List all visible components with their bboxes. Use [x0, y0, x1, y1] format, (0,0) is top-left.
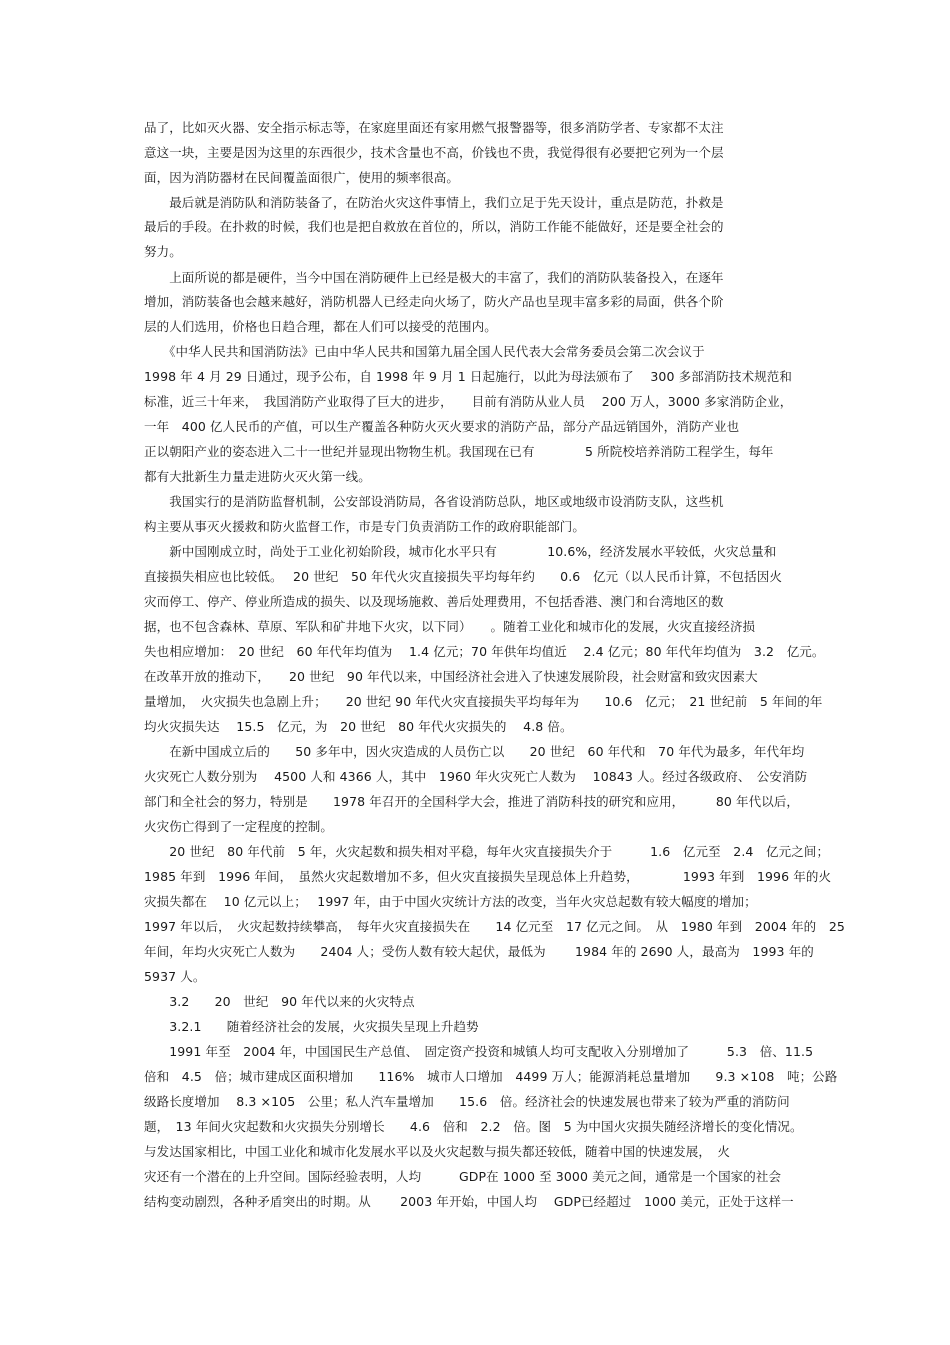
text-line: 意这一块，主要是因为这里的东西很少，技术含量也不高，价钱也不贵，我觉得很有必要把它列为一个层 [144, 145, 724, 160]
text-line: 年间，年均火灾死亡人数为 2404 人；受伤人数有较大起伏，最低为 1984 年的 2690 人，最高为 1993 年的 [144, 944, 814, 959]
text-line: 增加，消防装备也会越来越好，消防机器人已经走向火场了，防火产品也呈现丰富多彩的局面，供各个阶 [144, 294, 724, 309]
text-line: 级路长度增加 8.3 ×105 公里；私人汽车量增加 15.6 倍。经济社会的快速发展也带来了较为严重的消防问 [144, 1094, 790, 1109]
text-line: 最后的手段。在扑救的时候，我们也是把自救放在首位的，所以，消防工作能不能做好，还是要全社会的 [144, 219, 724, 234]
text-line: 结构变动剧烈，各种矛盾突出的时期。从 2003 年开始，中国人均 GDP已经超过 1000 美元，正处于这样一 [144, 1194, 794, 1209]
text-line: 都有大批新生力量走进防火灭火第一线。 [144, 469, 371, 484]
text-line: 1985 年到 1996 年间， 虽然火灾起数增加不多，但火灾直接损失呈现总体上升趋势， 1993 年到 1996 年的火 [144, 869, 832, 884]
text-line: 题， 13 年间火灾起数和火灾损失分别增长 4.6 倍和 2.2 倍。图 5 为中国火灾损失随经济增长的变化情况。 [144, 1119, 803, 1134]
text-line: 据，也不包含森林、草原、军队和矿井地下火灾，以下同） 。随着工业化和城市化的发展，火灾直接经济损 [144, 619, 756, 634]
text-line: 灾还有一个潜在的上升空间。国际经验表明，人均 GDP在 1000 至 3000 美元之间，通常是一个国家的社会 [144, 1169, 782, 1184]
text-line: 上面所说的都是硬件，当今中国在消防硬件上已经是极大的丰富了，我们的消防队装备投入，在逐年 [144, 270, 724, 285]
text-line: 倍和 4.5 倍；城市建成区面积增加 116% 城市人口增加 4499 万人；能源消耗总量增加 9.3 ×108 吨；公路 [144, 1069, 838, 1084]
text-line: 20 世纪 80 年代前 5 年，火灾起数和损失相对平稳，每年火灾直接损失介于 1.6 亿元至 2.4 亿元之间； [144, 844, 830, 859]
text-line: 量增加， 火灾损失也急剧上升； 20 世纪 90 年代火灾直接损失平均每年为 10.6 亿元； 21 世纪前 5 年间的年 [144, 694, 823, 709]
text-line: 灾而停工、停产、停业所造成的损失、以及现场施救、善后处理费用，不包括香港、澳门和台湾地区的数 [144, 594, 724, 609]
text-line: 《中华人民共和国消防法》已由中华人民共和国第九届全国人民代表大会常务委员会第二次会议于 [144, 344, 705, 359]
text-line: 均火灾损失达 15.5 亿元，为 20 世纪 80 年代火灾损失的 4.8 倍。 [144, 719, 573, 734]
text-line: 灾损失都在 10 亿元以上； 1997 年，由于中国火灾统计方法的改变，当年火灾总起数有较大幅度的增加； [144, 894, 757, 909]
text-line: 1998 年 4 月 29 日通过，现予公布，自 1998 年 9 月 1 日起施行，以此为母法颁布了 300 多部消防技术规范和 [144, 369, 793, 384]
text-line: 品了，比如灭火器、安全指示标志等，在家庭里面还有家用燃气报警器等，很多消防学者、专家都不太注 [144, 120, 724, 135]
text-line: 我国实行的是消防监督机制，公安部设消防局，各省设消防总队，地区或地级市设消防支队，这些机 [144, 494, 724, 509]
text-line: 面，因为消防器材在民间覆盖面很广，使用的频率很高。 [144, 170, 460, 185]
text-line: 层的人们选用，价格也日趋合理，都在人们可以接受的范围内。 [144, 319, 497, 334]
text-line: 失也相应增加： 20 世纪 60 年代年均值为 1.4 亿元；70 年供年均值近 2.4 亿元；80 年代年均值为 3.2 亿元。 [144, 644, 825, 659]
text-line: 构主要从事灭火援救和防火监督工作，市是专门负责消防工作的政府职能部门。 [144, 519, 586, 534]
text-line: 正以朝阳产业的姿态进入二十一世纪并显现出物物生机。我国现在已有 5 所院校培养消防工程学生，每年 [144, 444, 774, 459]
text-line: 努力。 [144, 244, 182, 259]
section-heading: 3.2 20 世纪 90 年代以来的火灾特点 [144, 994, 415, 1009]
text-line: 与发达国家相比，中国工业化和城市化发展水平以及火灾起数与损失都还较低，随着中国的快速发展， 火 [144, 1144, 730, 1159]
text-line: 1991 年至 2004 年，中国国民生产总值、 固定资产投资和城镇人均可支配收入分别增加了 5.3 倍、11.5 [144, 1044, 814, 1059]
text-line: 一年 400 亿人民币的产值，可以生产覆盖各种防火灭火要求的消防产品，部分产品远销国外，消防产业也 [144, 419, 740, 434]
text-line: 1997 年以后， 火灾起数持续攀高， 每年火灾直接损失在 14 亿元至 17 亿元之间。 从 1980 年到 2004 年的 25 [144, 919, 845, 934]
text-line: 5937 人。 [144, 969, 206, 984]
text-line: 最后就是消防队和消防装备了，在防治火灾这件事情上，我们立足于先天设计，重点是防范，扑救是 [144, 195, 724, 210]
text-line: 在新中国成立后的 50 多年中，因火灾造成的人员伤亡以 20 世纪 60 年代和 70 年代为最多，年代年均 [144, 744, 805, 759]
text-line: 在改革开放的推动下， 20 世纪 90 年代以来，中国经济社会进入了快速发展阶段，社会财富和致灾因素大 [144, 669, 758, 684]
text-line: 新中国刚成立时，尚处于工业化初始阶段，城市化水平只有 10.6%，经济发展水平较低，火灾总量和 [144, 544, 777, 559]
text-line: 直接损失相应也比较低。 20 世纪 50 年代火灾直接损失平均每年约 0.6 亿元（以人民币计算，不包括因火 [144, 569, 782, 584]
text-line: 火灾伤亡得到了一定程度的控制。 [144, 819, 334, 834]
subsection-heading: 3.2.1 随着经济社会的发展，火灾损失呈现上升趋势 [144, 1019, 479, 1034]
text-line: 部门和全社会的努力，特别是 1978 年召开的全国科学大会，推进了消防科技的研究和应用， 80 年代以后， [144, 794, 800, 809]
text-line: 标准，近三十年来， 我国消防产业取得了巨大的进步， 目前有消防从业人员 200 万人，3000 多家消防企业， [144, 394, 793, 409]
text-line: 火灾死亡人数分别为 4500 人和 4366 人，其中 1960 年火灾死亡人数为 10843 人。经过各级政府、 公安消防 [144, 769, 808, 784]
